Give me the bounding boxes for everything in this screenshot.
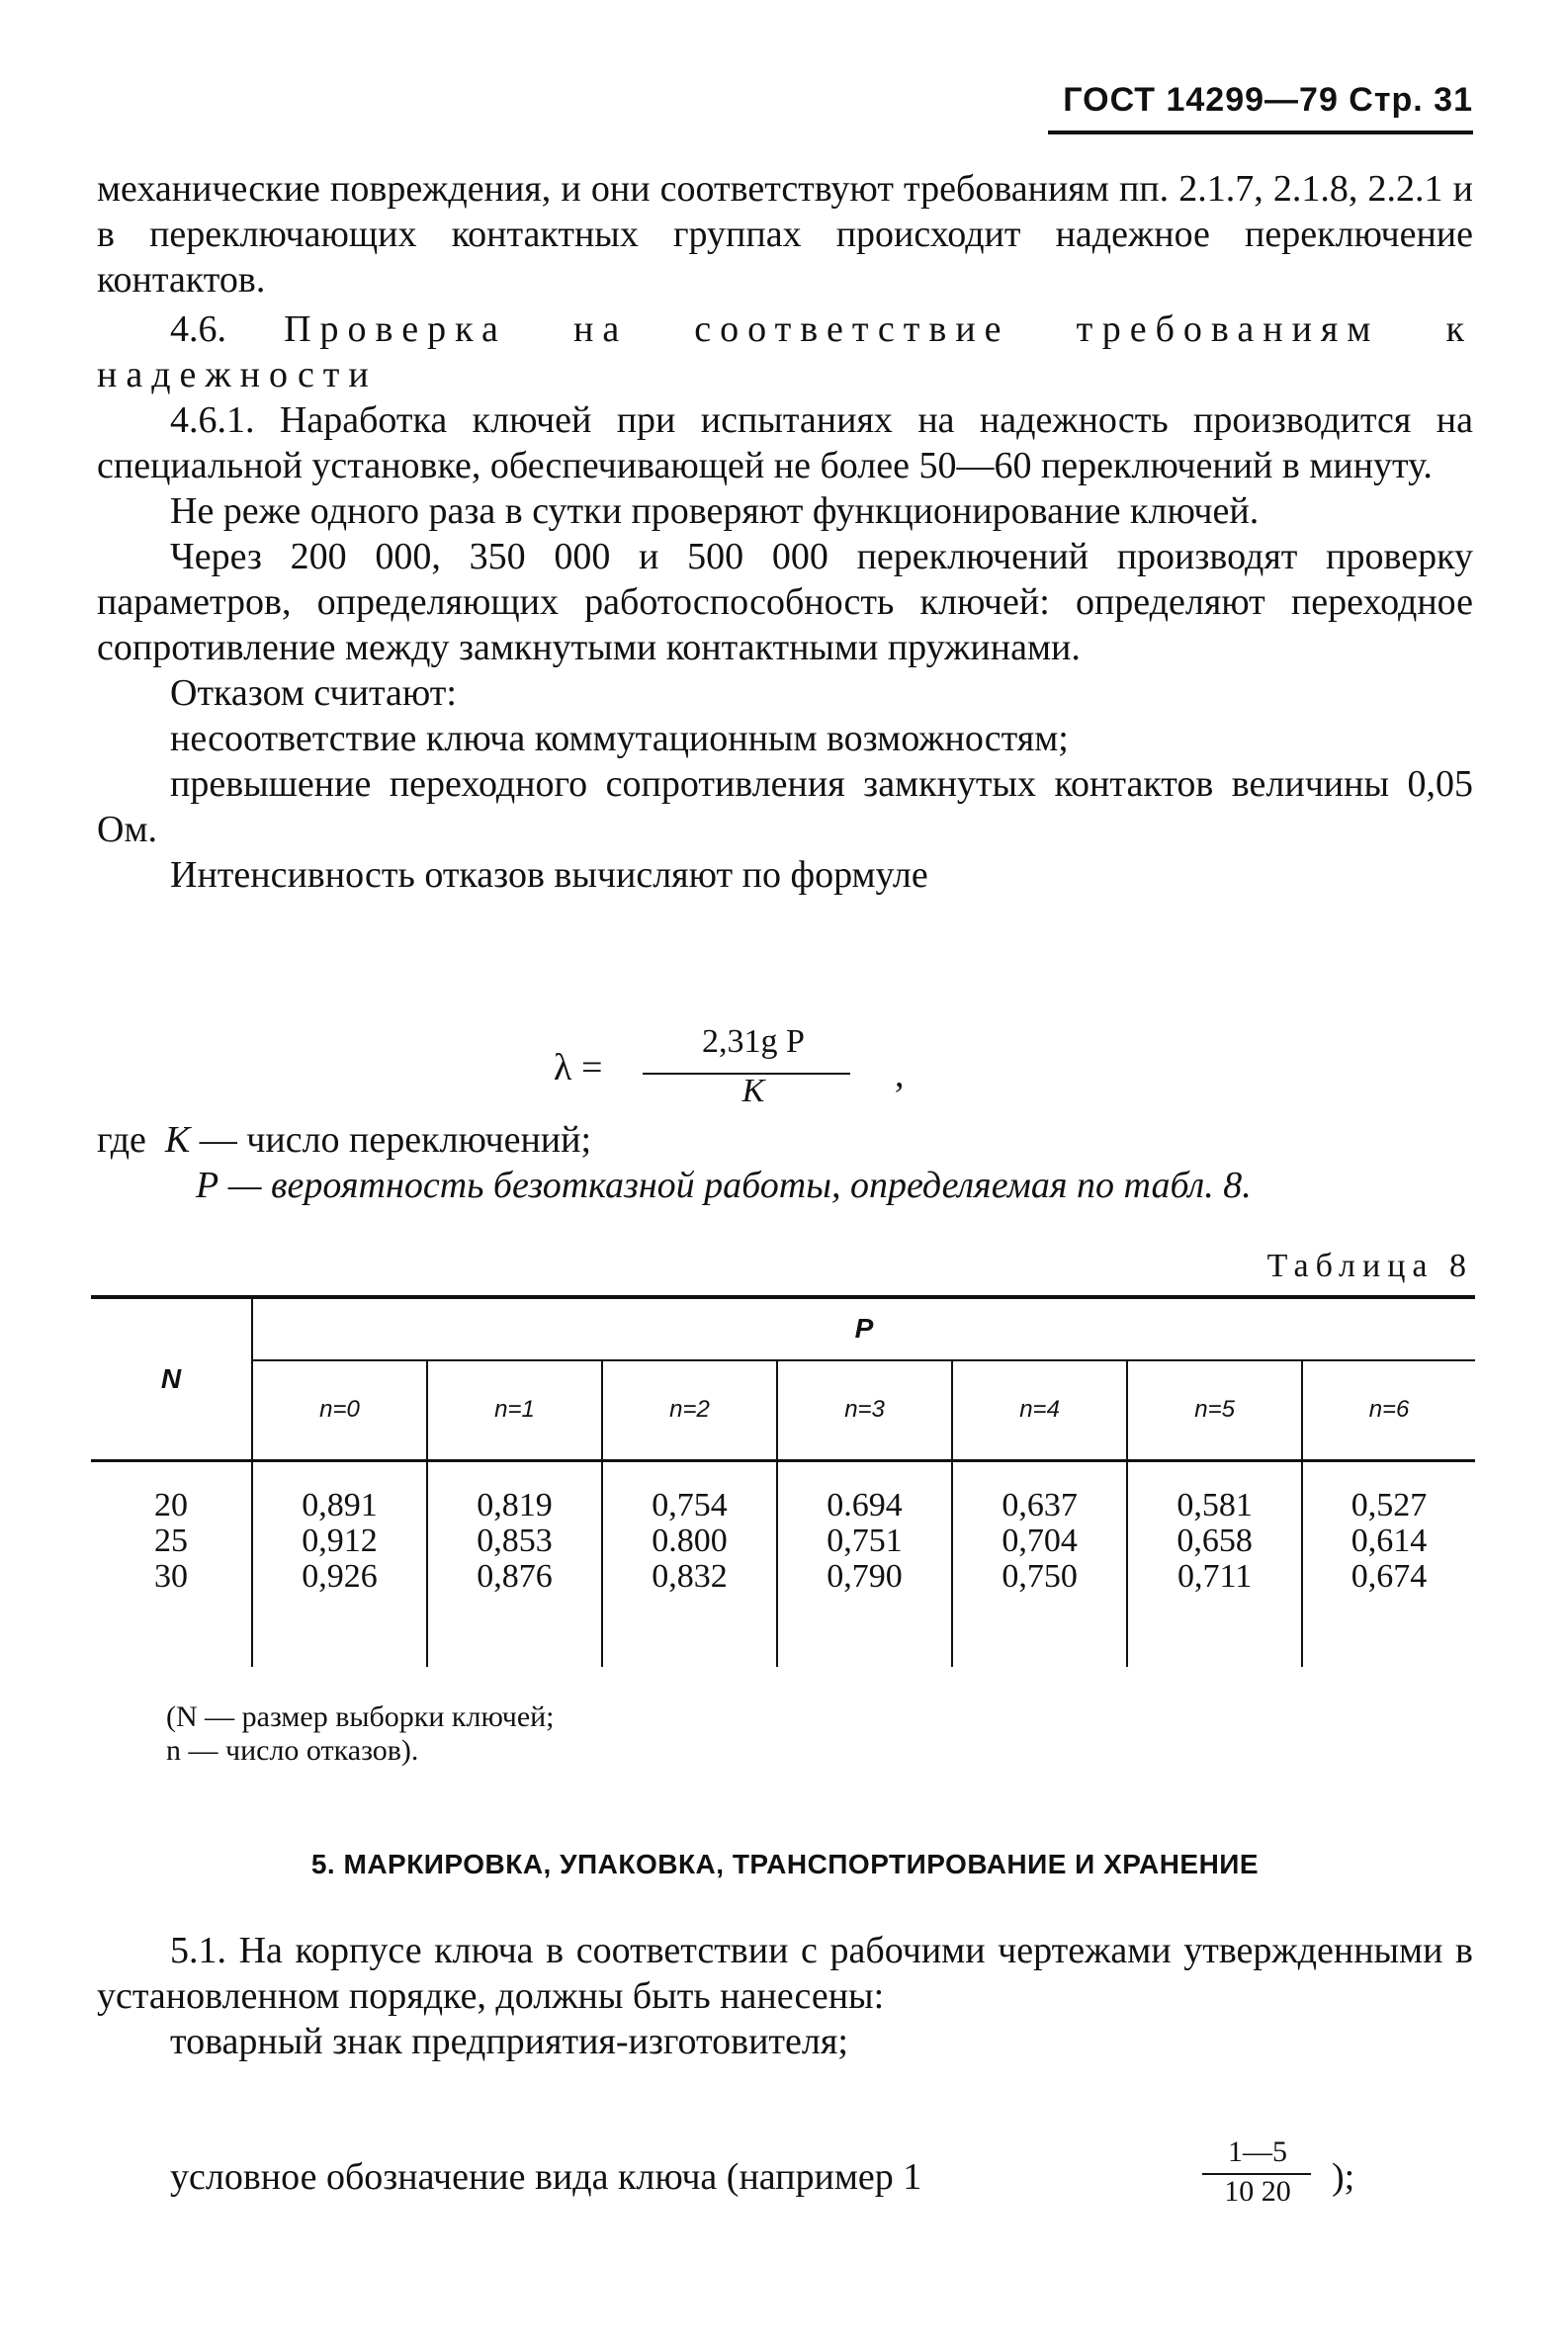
paragraph: 5.1. На корпусе ключа в соответствии с рабочими чертежами утвержденными в установленном порядке, должны быть нанесены: — [97, 1930, 1473, 2017]
header-n: n=6 — [1368, 1396, 1410, 1424]
fraction-denominator: 10 20 — [1224, 2175, 1291, 2208]
cell-n1: 0,819 0,853 0,876 — [427, 1461, 602, 1668]
example-fraction — [1198, 2135, 1317, 2215]
section-5-heading: 5. МАРКИРОВКА, УПАКОВКА, ТРАНСПОРТИРОВАНИЕ И ХРАНЕНИЕ — [310, 1849, 1260, 1879]
formula-denominator: K — [741, 1073, 765, 1109]
header-n: n=2 — [602, 1360, 777, 1461]
table-row — [91, 1461, 1475, 1668]
failure-rate-formula — [554, 1023, 969, 1112]
cell-n2: 0,754 0.800 0,832 — [602, 1461, 777, 1668]
cell-n6: 0,527 0,614 0,674 — [1350, 1487, 1428, 1595]
example-suffix: ); — [1332, 2156, 1355, 2198]
page-header: ГОСТ 14299—79 Стр. 31 — [1063, 81, 1473, 119]
body-text-upper — [97, 166, 1473, 898]
cell-n4: 0,637 0,704 0,750 — [952, 1461, 1127, 1668]
header-n: n=3 — [777, 1360, 952, 1461]
header-n: n=5 — [1127, 1360, 1302, 1461]
header-n: n=1 — [427, 1360, 602, 1461]
formula-legend — [97, 1117, 1473, 1208]
paragraph: механические повреждения, и они соответствуют требованиям пп. 2.1.7, 2.1.8, 2.2.1 и в переключающих контактных группах происходит надежное переключение контактов. — [97, 168, 1473, 301]
cell-n5: 0,581 0,658 0,711 — [1127, 1461, 1302, 1668]
table-footnote: (N — размер выборки ключей; n — число отказов). — [166, 1700, 555, 1767]
paragraph: Через 200 000, 350 000 и 500 000 переключений производят проверку параметров, определяющих работоспособность ключей: определяют переходное сопротивление между замкнутыми контактными пружинами. — [97, 536, 1473, 668]
paragraph: товарный знак предприятия-изготовителя; — [170, 2021, 848, 2062]
formula-numerator: 2,31g P — [702, 1023, 805, 1060]
formula-lhs: λ — [554, 1047, 572, 1088]
header-n: n=0 — [252, 1360, 427, 1461]
paragraph: превышение переходного сопротивления замкнутых контактов величины 0,05 Ом. — [97, 763, 1473, 850]
header-rule — [1048, 130, 1473, 134]
fraction-numerator: 1—5 — [1228, 2135, 1287, 2168]
cell-n3: 0.694 0,751 0,790 — [777, 1461, 952, 1668]
section-heading-title: Проверка на соответствие требованиям к надежности — [97, 308, 1474, 395]
paragraph: несоответствие ключа коммутационным возможностям; — [170, 718, 1069, 759]
body-text-lower — [97, 1928, 1473, 2064]
paragraph: Интенсивность отказов вычисляют по формуле — [170, 854, 928, 896]
formula-comma: , — [895, 1054, 905, 1095]
formula-equals: = — [581, 1047, 603, 1088]
header-n: n=4 — [952, 1360, 1127, 1461]
cell-n0: 0,891 0,912 0,926 — [252, 1461, 427, 1668]
header-P: P — [252, 1297, 1475, 1360]
designation-example-line — [170, 2135, 1475, 2215]
cell-N: 20 25 30 — [91, 1461, 252, 1668]
legend-line-p: P — вероятность безотказной работы, определяемая по табл. 8. — [196, 1165, 1252, 1206]
header-N: N — [91, 1297, 252, 1461]
table-caption: Таблица 8 — [1266, 1248, 1473, 1284]
legend-line-k: где K — число переключений; — [97, 1119, 592, 1161]
paragraph: Не реже одного раза в сутки проверяют функционирование ключей. — [170, 490, 1260, 532]
paragraph: 4.6.1. Наработка ключей при испытаниях на надежность производится на специальной установке, обеспечивающей не более 50—60 переключений в минуту. — [97, 399, 1473, 486]
example-prefix: условное обозначение вида ключа (например 1 — [170, 2156, 922, 2198]
paragraph: Отказом считают: — [170, 672, 457, 714]
section-heading-4-6: 4.6. Проверка на соответствие требованиям к надежности — [97, 308, 1474, 395]
reliability-table — [91, 1295, 1475, 1667]
